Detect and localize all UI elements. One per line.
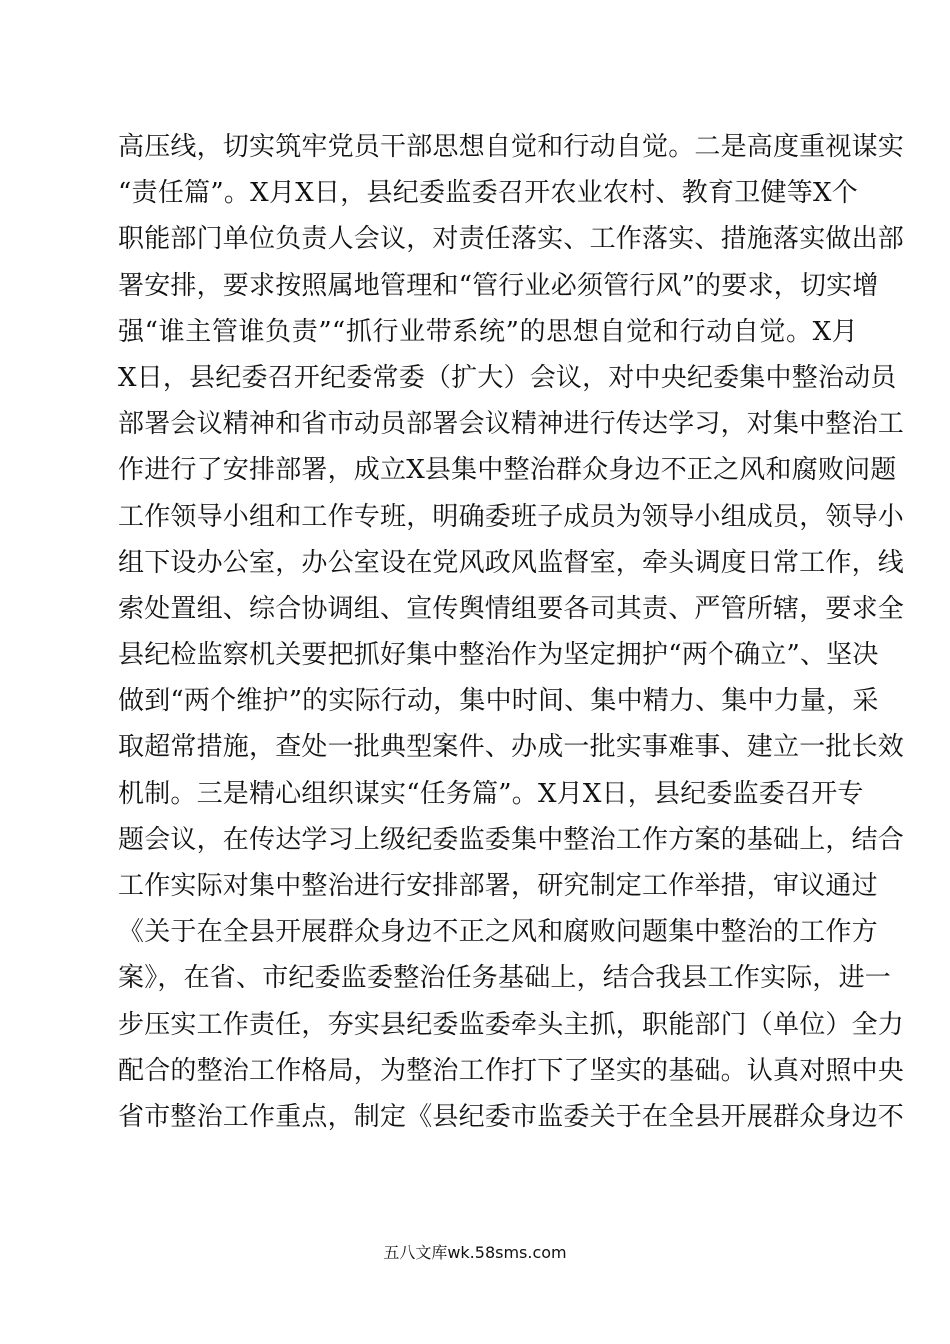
text-line: 步压实工作责任，夯实县纪委监委牵头主抓，职能部门（单位）全力 [118,1009,905,1040]
text-line: 工作领导小组和工作专班，明确委班子成员为领导小组成员，领导小 [118,501,905,532]
text-line: 取超常措施，查处一批典型案件、办成一批实事难事、建立一批长效 [118,732,905,763]
text-line: 省市整治工作重点，制定《县纪委市监委关于在全县开展群众身边不 [118,1101,905,1132]
text-line: 强“谁主管谁负责”“抓行业带系统”的思想自觉和行动自觉。X月 [118,316,858,347]
text-line: X日，县纪委召开纪委常委（扩大）会议，对中央纪委集中整治动员 [118,362,897,393]
text-line: 县纪检监察机关要把抓好集中整治作为坚定拥护“两个确立”、坚决 [118,640,879,671]
text-line: 《关于在全县开展群众身边不正之风和腐败问题集中整治的工作方 [118,917,878,948]
text-line: 配合的整治工作格局，为整治工作打下了坚实的基础。认真对照中央 [118,1055,905,1086]
text-line: 做到“两个维护”的实际行动，集中时间、集中精力、集中力量，采 [118,686,879,717]
text-line: 高压线，切实筑牢党员干部思想自觉和行动自觉。二是高度重视谋实 [118,132,905,162]
text-line: 题会议，在传达学习上级纪委监委集中整治工作方案的基础上，结合 [118,824,905,855]
text-line: 机制。三是精心组织谋实“任务篇”。X月X日，县纪委监委召开专 [118,778,864,809]
text-line: 索处置组、综合协调组、宣传舆情组要各司其责、严管所辖，要求全 [118,593,905,624]
text-line: 案》，在省、市纪委监委整治任务基础上，结合我县工作实际，进一 [118,963,892,994]
footer-watermark: 五八文库wk.58sms.com [383,1243,567,1262]
text-line: 署安排，要求按照属地管理和“管行业必须管行风”的要求，切实增 [118,270,879,301]
body-text [118,124,905,1140]
text-line: 工作实际对集中整治进行安排部署，研究制定工作举措，审议通过 [118,871,878,901]
text-line: 组下设办公室，办公室设在党风政风监督室，牵头调度日常工作，线 [118,547,905,578]
text-line: 作进行了安排部署，成立X县集中整治群众身边不正之风和腐败问题 [118,455,897,486]
text-line: 部署会议精神和省市动员部署会议精神进行传达学习，对集中整治工 [118,409,905,440]
text-line: “责任篇”。X月X日，县纪委监委召开农业农村、教育卫健等X个 [118,178,858,209]
text-line: 职能部门单位负责人会议，对责任落实、工作落实、措施落实做出部 [118,224,905,255]
